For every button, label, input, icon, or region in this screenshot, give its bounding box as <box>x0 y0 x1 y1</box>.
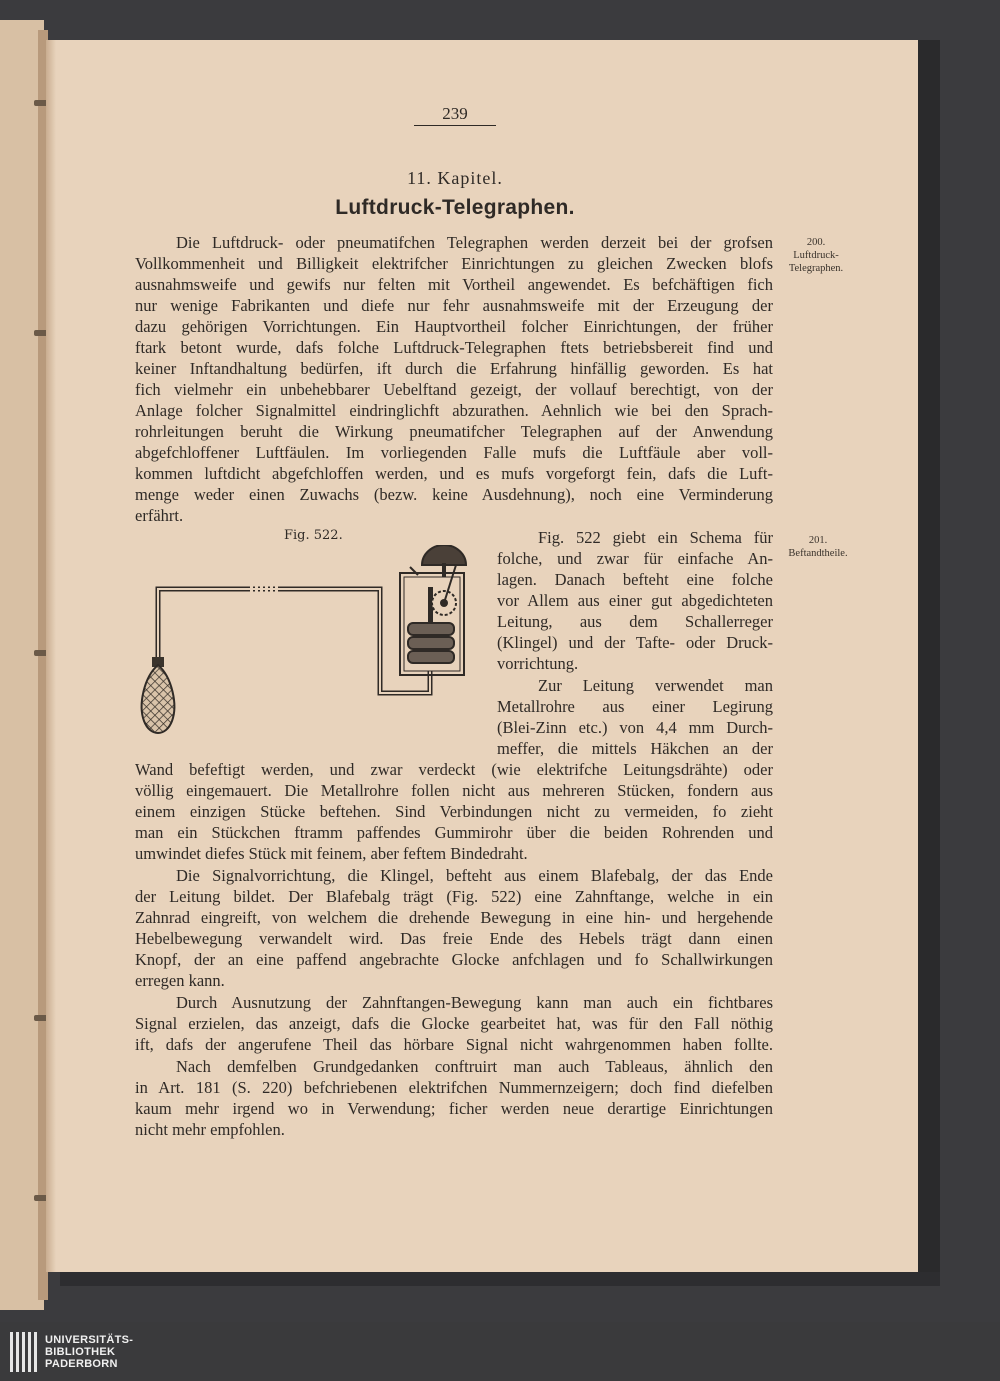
text-line: Nach demfelben Grundgedanken conftruirt man auch Tableaus, ähnlich den <box>176 1057 773 1076</box>
margin-note-201 <box>782 534 854 560</box>
text-line: völlig eingemauert. Die Metallrohre follen nicht aus mehreren Stücken, fondern aus <box>135 781 773 800</box>
text-line: man ein Stückchen ftramm paffendes Gummirohr über die beiden Rohrenden und <box>135 823 773 842</box>
margin-note-line: Luftdruck- <box>793 250 839 261</box>
text-line: ift, dafs der angerufene Theil das hörbare Signal nicht wahrgenommen haben follte. <box>135 1035 773 1054</box>
chapter-title: Luftdruck-Telegraphen. <box>335 196 575 219</box>
text-line: fich vielmehr ein unbehebbarer Uebelftand gezeigt, der vollauf berechtigt, von der <box>135 380 773 399</box>
logo-line: BIBLIOTHEK <box>45 1346 116 1358</box>
text-line: nur wenige Fabrikanten und diefe nur fehr ausnahmsweife mit der Erzeugung der <box>135 296 773 315</box>
figure-caption: Fig. 522. <box>284 528 343 543</box>
text-line: rohrleitungen beruht die Wirkung pneumatifcher Telegraphen auf der Anwendung <box>135 422 773 441</box>
text-line: lagen. Danach befteht eine folche <box>497 570 773 589</box>
text-line: Durch Ausnutzung der Zahnftangen-Bewegung kann man auch ein fichtbares <box>176 993 773 1012</box>
text-line: in Art. 181 (S. 220) befchriebenen elektrifchen Nummernzeigern; doch find diefelben <box>135 1078 773 1097</box>
text-line: Hebelbewegung verwandelt wird. Das freie Ende des Hebels trägt dann einen <box>135 929 773 948</box>
text-line: erfährt. <box>135 506 184 525</box>
text-line: kaum mehr irgend wo in Verwendung; ficher werden neue derartige Einrichtungen <box>135 1099 773 1118</box>
text-line: Signal erzielen, das anzeigt, dafs die Glocke gearbeitet hat, was für den Fall nöthig <box>135 1014 773 1033</box>
logo-bars-icon <box>10 1332 37 1372</box>
text-line: Zur Leitung verwendet man <box>538 676 773 695</box>
text-line: der Leitung bildet. Der Blafebalg trägt (Fig. 522) eine Zahnftange, welche in ein <box>135 887 773 906</box>
text-line: einem einzigen Stücke beftehen. Sind Verbindungen nicht zu vermeiden, fo zieht <box>135 802 773 821</box>
text-line: Metallrohre aus einer Legirung <box>497 697 773 716</box>
text-line: Anlage folcher Signalmittel eindringlichft abzurathen. Aehnlich wie bei den Sprach- <box>135 401 773 420</box>
text-line: kommen luftdicht abgefchloffen werden, und es mufs vorgeforgt fein, dafs die Luft- <box>135 464 773 483</box>
logo-line: PADERBORN <box>45 1358 118 1370</box>
chapter-heading: 11. Kapitel. <box>407 168 503 188</box>
text-line: dazu gehörigen Vorrichtungen. Ein Hauptvortheil folcher Einrichtungen, der früher <box>135 317 773 336</box>
margin-note-number: 201. <box>808 535 828 546</box>
margin-note-200 <box>786 236 846 275</box>
text-line: menge weder einen Zuwachs (bezw. keine Ausdehnung), noch eine Verminderung <box>135 485 773 504</box>
text-line: Die Luftdruck- oder pneumatifchen Telegraphen werden derzeit bei der grofsen <box>176 233 773 252</box>
text-line: Fig. 522 giebt ein Schema für <box>538 528 773 547</box>
text-line: Knopf, der an eine paffend angebrachte Glocke anfchlagen und fo Schallwirkungen <box>135 950 773 969</box>
text-line: nicht mehr empfohlen. <box>135 1120 285 1139</box>
text-line: Die Signalvorrichtung, die Klingel, befteht aus einem Blafebalg, der das Ende <box>176 866 773 885</box>
text-line: erregen kann. <box>135 971 225 990</box>
text-line: meffer, die mittels Häkchen an der <box>497 739 773 758</box>
margin-note-line: Beftandtheile. <box>788 548 848 559</box>
text-line: ausnahmsweife und gewifs nur felten mit Vortheil angewendet. Es befchäftigen fich <box>135 275 773 294</box>
text-line: Wand befeftigt werden, und zwar verdeckt (wie elektrifche Leitungsdrähte) oder <box>135 760 773 779</box>
text-line: vorrichtung. <box>497 654 579 673</box>
page-gutter-shadow <box>46 40 56 1272</box>
text-line: folche, und zwar für einfache An- <box>497 549 773 568</box>
text-line: Vollkommenheit und Billigkeit elektrifcher Einrichtungen zu gleichen Zwecken blofs <box>135 254 773 273</box>
library-logo <box>10 1332 133 1372</box>
book-cover-board <box>918 40 940 1275</box>
logo-line: UNIVERSITÄTS- <box>45 1334 134 1346</box>
margin-note-number: 200. <box>806 237 826 248</box>
text-line: (Klingel) und der Tafte- oder Druck- <box>497 633 773 652</box>
page-number: 239 <box>414 104 496 126</box>
text-line: vor Allem aus einer gut abgedichteten <box>497 591 773 610</box>
text-line: abgefchloffener Luftfäulen. Im vorliegenden Falle mufs die Luftfäule aber voll- <box>135 443 773 462</box>
margin-note-line: Telegraphen. <box>788 263 844 274</box>
text-line: Zahnrad eingreift, von welchem die drehende Bewegung in eine hin- und hergehende <box>135 908 773 927</box>
text-line: umwindet diefes Stück mit feinem, aber feftem Bindedraht. <box>135 844 528 863</box>
text-line: ftark betont wurde, dafs folche Luftdruck-Telegraphen ftets betriebsbereit find und <box>135 338 773 357</box>
text-line: Leitung, aus dem Schallerreger <box>497 612 773 631</box>
logo-text <box>45 1334 133 1370</box>
pneumatic-telegraph-figure <box>138 545 478 745</box>
text-line: keiner Inftandhaltung bedürfen, ift durch die Erfahrung hinfällig geworden. Es hat <box>135 359 773 378</box>
book-bottom-edge <box>60 1272 940 1286</box>
text-line: (Blei-Zinn etc.) von 4,4 mm Durch- <box>497 718 773 737</box>
